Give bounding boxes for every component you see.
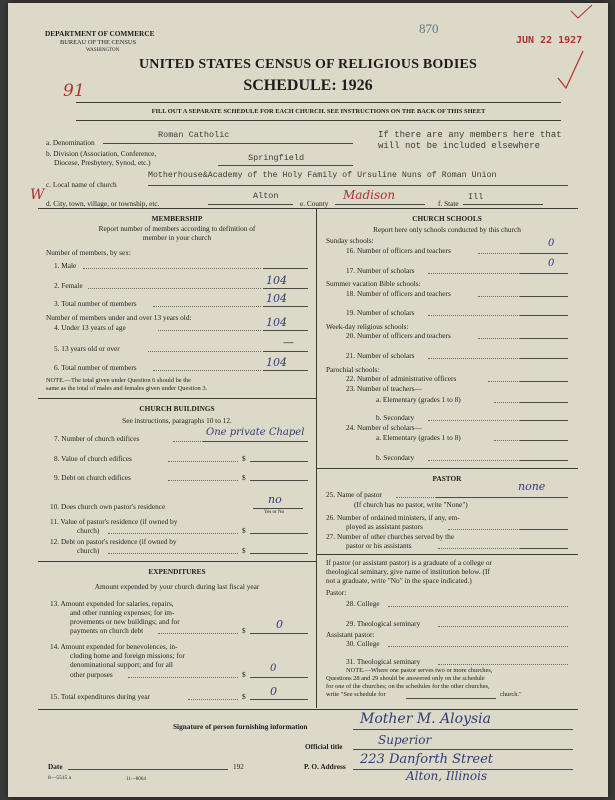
instruction-line: FILL OUT A SEPARATE SCHEDULE FOR EACH CHURCH. SEE INSTRUCTIONS ON THE BACK OF THIS SHEET <box>151 108 486 115</box>
membership-note-1: NOTE.—The total given under Question 6 should be the <box>46 377 192 384</box>
po-address-city[interactable]: Alton, Illinois <box>406 769 488 783</box>
q13-label-4: payments on church debt <box>70 626 144 635</box>
by-sex-label: Number of members, by sex: <box>46 248 131 257</box>
date-label: Date <box>48 762 63 771</box>
pastor-note-5: church." <box>500 691 522 698</box>
local-name-label: c. Local name of church <box>46 180 117 189</box>
q16-label: 16. Number of officers and teachers <box>346 246 451 255</box>
q27-label-2: pastor or his assistants <box>346 541 412 550</box>
assistant-pastor-subheading: Assistant pastor: <box>326 630 375 639</box>
q10-value[interactable]: no <box>268 493 282 506</box>
city-label: WASHINGTON <box>86 48 120 53</box>
buildings-heading: CHURCH BUILDINGS <box>139 404 215 413</box>
year-label: 192 <box>233 762 244 771</box>
q24b-label: b. Secondary <box>376 453 415 462</box>
q7-value[interactable]: One private Chapel <box>206 427 305 438</box>
summer-label: Summer vacation Bible schools: <box>326 279 421 288</box>
pastor-note-1: NOTE.—Where one pastor serves two or more churches, <box>346 667 493 674</box>
q29-label: 29. Theological seminary <box>346 619 421 628</box>
denomination-value[interactable]: Roman Catholic <box>158 130 230 140</box>
q31-label: 31. Theological seminary <box>346 657 421 666</box>
q7-label: 7. Number of church edifices <box>54 434 140 443</box>
q15-value[interactable]: 0 <box>270 685 277 698</box>
age-line-label: Number of members under and over 13 years old: <box>46 313 192 322</box>
q14-label-4: other purposes <box>70 670 113 679</box>
pastor-note-4: write "See schedule for <box>326 691 386 698</box>
division-value[interactable]: Springfield <box>248 153 305 163</box>
department-label: DEPARTMENT OF COMMERCE <box>45 29 155 38</box>
q24a-label: a. Elementary (grades 1 to 8) <box>376 433 461 442</box>
q11-dollar: $ <box>242 526 246 535</box>
census-form-sheet <box>8 3 608 797</box>
handwritten-schedule-number: 91 <box>63 81 85 101</box>
grad-note-2: theological seminary, give name of institution below. (If <box>326 567 490 576</box>
q14-label-3: denominational support; and for all <box>70 660 173 669</box>
membership-heading: MEMBERSHIP <box>151 214 203 223</box>
local-name-value[interactable]: Motherhouse&Academy of the Holy Family of Ursuline Nuns of Roman Union <box>148 171 497 180</box>
q4-value[interactable]: 104 <box>266 316 287 329</box>
q22-label: 22. Number of administrative officers <box>346 374 457 383</box>
pastor-heading: PASTOR <box>432 474 462 483</box>
q6-value[interactable]: 104 <box>266 356 287 369</box>
schools-intro: Report here only schools conducted by this church <box>373 225 521 234</box>
pastor-note-3: for one of the churches; on the schedules for the other churches, <box>326 683 490 690</box>
q14-value[interactable]: 0 <box>270 663 277 674</box>
q26-label-1: 26. Number of ordained ministers, if any, em- <box>326 513 460 522</box>
q13-dollar: $ <box>242 626 246 635</box>
pastor-subheading: Pastor: <box>326 588 347 597</box>
q3-label: 3. Total number of members <box>54 299 137 308</box>
parochial-label: Parochial schools: <box>326 365 380 374</box>
q25-label: 25. Name of pastor <box>326 490 382 499</box>
form-number: 870 <box>419 21 439 36</box>
q25-value[interactable]: none <box>518 480 546 493</box>
q14-label-2: cluding home and foreign missions; for <box>70 651 185 660</box>
note-value-line2: will not be included elsewhere <box>378 141 541 151</box>
q24-label: 24. Number of scholars— <box>346 423 422 432</box>
q27-label-1: 27. Number of other churches served by the <box>326 532 455 541</box>
corner-check-icon <box>568 3 598 23</box>
q28-label: 28. College <box>346 599 380 608</box>
po-address-value[interactable]: 223 Danforth Street <box>360 752 494 767</box>
form-code: 8—5515 a <box>48 775 72 781</box>
state-label: f. State <box>438 199 459 208</box>
q13-label-2: and other running expenses; for im- <box>70 608 175 617</box>
expenditures-heading: EXPENDITURES <box>148 567 206 576</box>
q12-label-2: church) <box>77 546 100 555</box>
print-code: 11—8064 <box>126 777 146 782</box>
division-label-2: Diocese, Presbytery, Synod, etc.) <box>54 158 151 167</box>
official-title-label: Official title <box>305 742 343 751</box>
membership-intro-1: Report number of members according to definition of <box>98 224 256 233</box>
q23-label: 23. Number of teachers— <box>346 384 422 393</box>
state-value[interactable]: Ill <box>468 192 484 202</box>
signature-value[interactable]: Mother M. Aloysia <box>360 711 492 727</box>
expenditures-sub: Amount expended by your church during last fiscal year <box>94 582 260 591</box>
q21-label: 21. Number of scholars <box>346 351 415 360</box>
received-date-stamp: JUN 22 1927 <box>516 35 583 46</box>
q11-label-1: 11. Value of pastor's residence (if owned by <box>50 517 178 526</box>
q5-value[interactable]: — <box>283 336 294 349</box>
buildings-sub: See instructions, paragraphs 10 to 12. <box>122 416 232 425</box>
denomination-label: a. Denomination <box>46 138 95 147</box>
red-margin-mark: W <box>30 187 45 203</box>
q23b-label: b. Secondary <box>376 413 415 422</box>
grad-note-1: If pastor (or assistant pastor) is a graduate of a college or <box>326 558 492 567</box>
division-label-1: b. Division (Association, Conference, <box>46 149 157 158</box>
form-title: UNITED STATES CENSUS OF RELIGIOUS BODIES <box>138 57 477 72</box>
q12-dollar: $ <box>242 546 246 555</box>
q11-label-2: church) <box>77 526 100 535</box>
grad-note-3: not a graduate, write "No" in the space indicated.) <box>326 576 472 585</box>
q5-label: 5. 13 years old or over <box>54 344 120 353</box>
q3-value[interactable]: 104 <box>266 292 287 305</box>
q6-label: 6. Total number of members <box>54 363 137 372</box>
signature-label: Signature of person furnishing information <box>173 722 308 731</box>
q2-label: 2. Female <box>54 281 83 290</box>
q23a-label: a. Elementary (grades 1 to 8) <box>376 395 461 404</box>
county-value[interactable]: Madison <box>343 188 396 202</box>
weekday-label: Week-day religious schools: <box>326 322 409 331</box>
q26-label-2: ployed as assistant pastors <box>346 522 423 531</box>
q19-label: 19. Number of scholars <box>346 308 415 317</box>
q15-label: 15. Total expenditures during year <box>50 692 151 701</box>
sunday-label: Sunday schools: <box>326 236 374 245</box>
q9-dollar: $ <box>242 473 246 482</box>
official-title-value[interactable]: Superior <box>378 733 432 747</box>
q17-label: 17. Number of scholars <box>346 266 415 275</box>
q2-value[interactable]: 104 <box>266 274 287 287</box>
q20-label: 20. Number of officers and teachers <box>346 331 451 340</box>
membership-intro-2: member in your church <box>142 233 212 242</box>
q8-label: 8. Value of church edifices <box>54 454 132 463</box>
county-label: e. County <box>300 199 329 208</box>
yes-no-caption: Yes or No <box>264 510 285 515</box>
schedule-title: SCHEDULE: 1926 <box>243 77 373 94</box>
q9-label: 9. Debt on church edifices <box>54 473 131 482</box>
q17-value[interactable]: 0 <box>548 258 555 269</box>
q10-label: 10. Does church own pastor's residence <box>50 502 166 511</box>
q25-sub: (If church has no pastor, write "None") <box>354 500 468 509</box>
q18-label: 18. Number of officers and teachers <box>346 289 451 298</box>
q8-dollar: $ <box>242 454 246 463</box>
pastor-note-2: Questions 28 and 29 should be answered only on the schedule <box>326 675 485 682</box>
membership-note-2: same as the total of males and females given under Question 3. <box>46 385 208 392</box>
po-address-label: P. O. Address <box>304 762 346 771</box>
q14-dollar: $ <box>242 670 246 679</box>
note-value-line1: If there are any members here that <box>378 130 562 140</box>
q12-label-1: 12. Debt on pastor's residence (if owned by <box>50 537 177 546</box>
q13-label-1: 13. Amount expended for salaries, repairs, <box>50 599 174 608</box>
q13-value[interactable]: 0 <box>276 618 283 631</box>
q15-dollar: $ <box>242 692 246 701</box>
city-value[interactable]: Alton <box>253 191 279 201</box>
schools-heading: CHURCH SCHOOLS <box>412 214 482 223</box>
bureau-label: BUREAU OF THE CENSUS <box>60 39 137 46</box>
q4-label: 4. Under 13 years of age <box>54 323 126 332</box>
q14-label-1: 14. Amount expended for benevolences, in- <box>50 642 178 651</box>
checkmark-icon <box>556 48 586 93</box>
q13-label-3: provements or new buildings; and for <box>70 617 180 626</box>
city-field-label: d. City, town, village, or township, etc. <box>46 199 160 208</box>
q30-label: 30. College <box>346 639 380 648</box>
q1-label: 1. Male <box>54 261 77 270</box>
q16-value[interactable]: 0 <box>548 238 555 249</box>
